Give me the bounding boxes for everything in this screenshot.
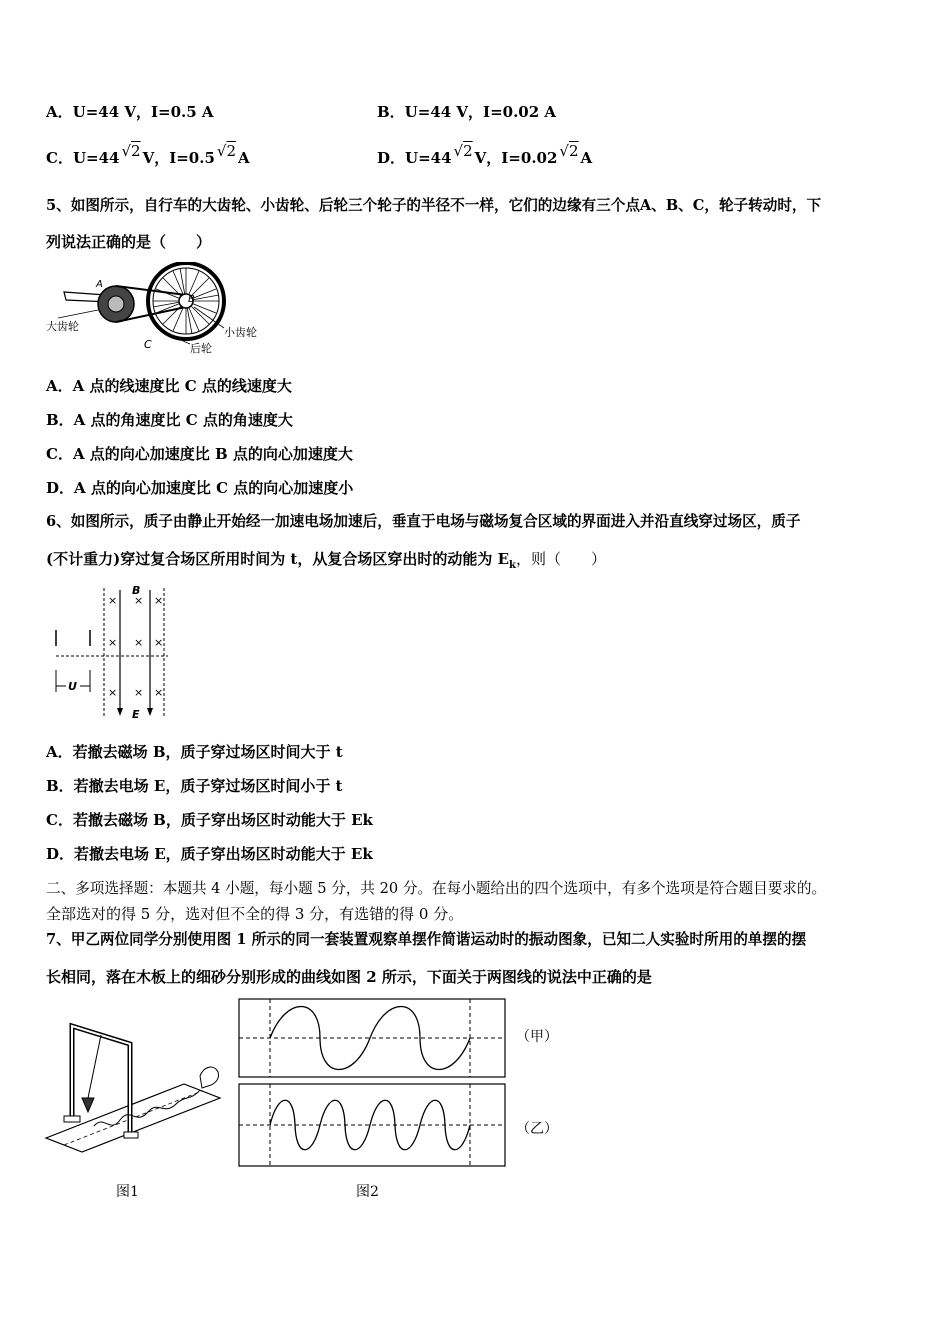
sqrt-symbol: √2	[559, 142, 579, 160]
q4-option-b: B．U=44 V，I=0.02 A	[377, 103, 557, 121]
q5-stem-line1: 5、如图所示，自行车的大齿轮、小齿轮、后轮三个轮子的半径不一样，它们的边缘有三个点A、B、C，轮子转动时，下	[46, 197, 822, 214]
q7-stem-line1: 7、甲乙两位同学分别使用图 1 所示的同一套装置观察单摆作简谐运动时的振动图象，已知二人实验时所用的单摆的摆	[46, 931, 807, 948]
q5-option-b: B．A 点的角速度比 C 点的角速度大	[46, 411, 293, 429]
q6-stem-line2-pre: (不计重力)穿过复合场区所用时间为 t，从复合场区穿出时的动能为 E	[46, 550, 510, 568]
rear-wheel-label: 后轮	[190, 342, 212, 355]
q5-option-d: D．A 点的向心加速度比 C 点的向心加速度小	[46, 479, 354, 497]
sqrt-symbol: √2	[121, 142, 141, 160]
q4-option-d	[377, 142, 593, 168]
fig2-caption: 图2	[356, 1184, 379, 1200]
q4-option-d-mid: V，I=0.02	[474, 149, 558, 167]
label-yi: （乙）	[516, 1121, 558, 1137]
b-field-cross: ×	[108, 636, 118, 649]
q6-option-d: D．若撤去电场 E，质子穿出场区时动能大于 Ek	[46, 845, 373, 863]
waveform-figure	[236, 996, 508, 1170]
q5-option-a: A．A 点的线速度比 C 点的线速度大	[46, 377, 292, 395]
q4-option-a: A．U=44 V，I=0.5 A	[46, 103, 214, 121]
section2-intro-line2: 全部选对的得 5 分，选对但不全的得 3 分，有选错的得 0 分。	[46, 905, 464, 923]
b-field-cross: ×	[154, 686, 164, 699]
q6-option-b: B．若撤去电场 E，质子穿过场区时间小于 t	[46, 777, 343, 795]
point-c-label: C	[144, 338, 152, 351]
q4-option-d-post: A	[580, 149, 593, 167]
label-jia: （甲）	[516, 1029, 558, 1045]
q4-option-c-mid: V，I=0.5	[142, 149, 215, 167]
b-field-cross: ×	[108, 686, 118, 699]
q6-stem-line2	[46, 549, 606, 576]
section2-intro-line1: 二、多项选择题：本题共 4 小题，每小题 5 分，共 20 分。在每小题给出的四个选项中，有多个选项是符合题目要求的。	[46, 880, 827, 897]
small-gear-label: 小齿轮	[224, 326, 257, 339]
q6-stem-sub: k	[509, 560, 516, 571]
electric-e-label: E	[132, 708, 140, 721]
magnetic-b-label: B	[132, 584, 141, 597]
q4-option-c-post: A	[238, 149, 250, 167]
pendulum-bob	[82, 1098, 94, 1112]
point-a-label: A	[96, 279, 103, 290]
q6-option-c: C．若撤去磁场 B，质子穿出场区时动能大于 Ek	[46, 811, 373, 829]
pendulum-apparatus-figure	[44, 1016, 224, 1166]
q4-option-d-pre: D．U=44	[377, 149, 452, 167]
sqrt-symbol: √2	[453, 142, 473, 160]
q5-stem-line2: 列说法正确的是（ ）	[46, 233, 212, 251]
q6-option-a: A．若撤去磁场 B，质子穿过场区时间大于 t	[46, 743, 343, 761]
voltage-u-label: U	[68, 680, 77, 693]
hand-icon	[200, 1067, 219, 1088]
fig1-caption: 图1	[116, 1184, 139, 1200]
b-field-cross: ×	[154, 594, 164, 607]
q4-option-c-pre: C．U=44	[46, 149, 120, 167]
q6-stem-line1: 6、如图所示，质子由静止开始经一加速电场加速后，垂直于电场与磁场复合区域的界面进入并沿直线穿过场区，质子	[46, 513, 801, 530]
q5-option-c: C．A 点的向心加速度比 B 点的向心加速度大	[46, 445, 353, 463]
b-field-cross: ×	[134, 686, 144, 699]
b-field-cross: ×	[108, 594, 118, 607]
b-field-cross: ×	[134, 594, 144, 607]
point-b-label: B	[188, 294, 195, 305]
big-gear-label: 大齿轮	[46, 320, 79, 333]
q6-stem-line2-post: ，则（ ）	[515, 550, 606, 568]
b-field-cross: ×	[154, 636, 164, 649]
bicycle-gear-figure	[44, 262, 274, 358]
field-diagram	[44, 584, 174, 724]
q7-stem-line2: 长相同，落在木板上的细砂分别形成的曲线如图 2 所示，下面关于两图线的说法中正确的是	[46, 968, 652, 986]
sqrt-symbol: √2	[216, 142, 237, 160]
q4-option-c	[46, 142, 250, 168]
b-field-cross: ×	[134, 636, 144, 649]
